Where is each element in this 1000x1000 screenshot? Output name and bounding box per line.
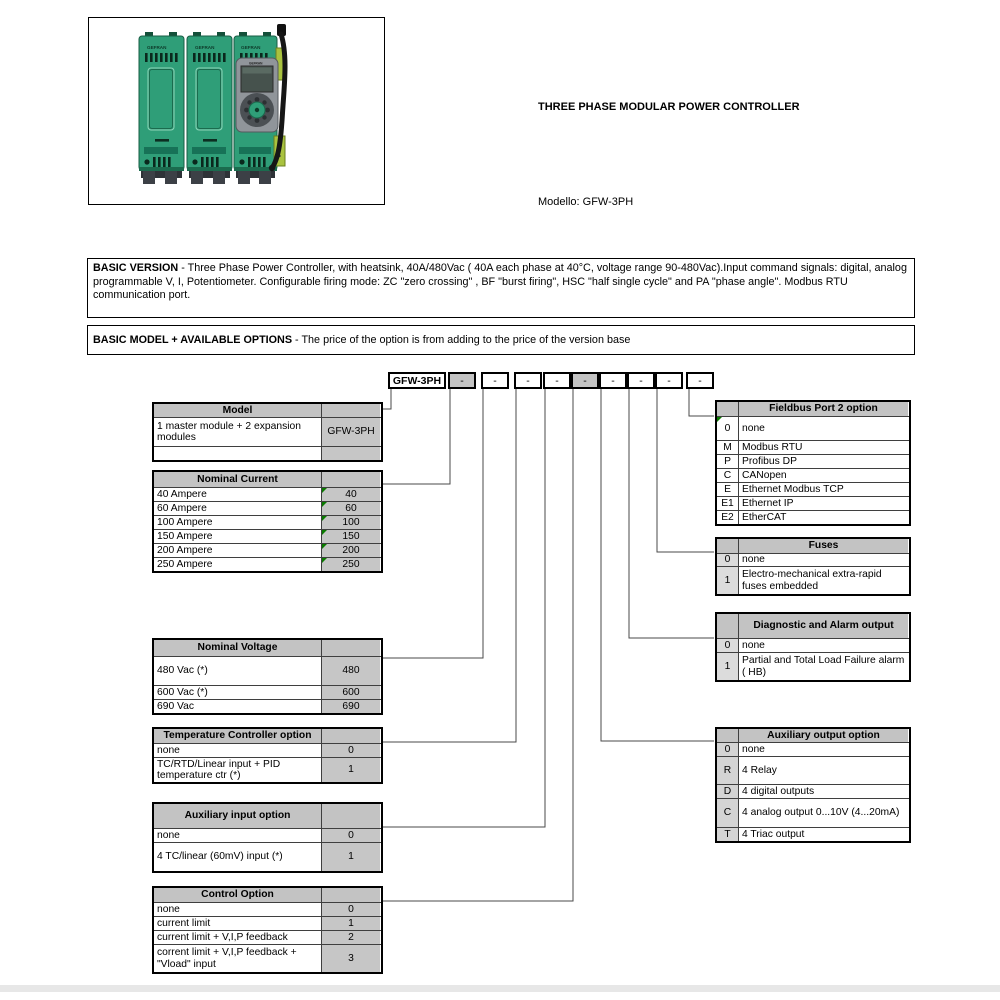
- option-code-cell: [717, 828, 739, 841]
- option-label-cell-text: 1 master module + 2 expansion modules: [157, 420, 301, 443]
- option-value-cell-text: 1: [348, 851, 354, 863]
- table-header-blank: [717, 614, 739, 638]
- option-label-cell-text: TC/RTD/Linear input + PID temperature ctr (*): [157, 758, 281, 781]
- order-code-dash-box-6: -: [599, 372, 627, 389]
- option-value-cell-text: 690: [342, 700, 360, 712]
- table-title-text: Model: [222, 404, 253, 416]
- brand-label: GEFRAN: [147, 45, 167, 50]
- option-label-cell-text: current limit + V,I,P feedback: [157, 931, 288, 943]
- option-label-cell: [154, 829, 322, 842]
- option-code-cell-text: T: [724, 828, 731, 840]
- option-label-cell: [739, 639, 908, 652]
- table-title: [154, 804, 322, 828]
- table-row: [154, 743, 381, 757]
- table-title-text: Nominal Voltage: [197, 642, 278, 654]
- option-code-cell: [717, 497, 739, 510]
- table-row: [717, 798, 909, 827]
- basic-version-paragraph: [87, 258, 915, 318]
- table-nominal-voltage: [152, 638, 383, 715]
- order-code-dash-box-8: -: [655, 372, 683, 389]
- table-header-row: [154, 888, 381, 902]
- option-label-cell-text: none: [157, 744, 180, 756]
- option-code-cell-text: 0: [724, 422, 731, 434]
- basic-model-text: - The price of the option is from adding to the price of the version base: [292, 334, 631, 346]
- table-row: [717, 742, 909, 756]
- option-value-cell: [322, 447, 380, 460]
- option-value-cell: [322, 558, 380, 571]
- option-value-cell: [322, 945, 380, 972]
- option-label-cell-text: EtherCAT: [742, 511, 787, 523]
- option-label-cell: [739, 483, 908, 496]
- option-label-cell: [739, 799, 908, 827]
- option-label-cell-text: 60 Ampere: [157, 502, 207, 514]
- option-code-cell: [717, 653, 739, 680]
- option-label-cell-text: Modbus RTU: [742, 441, 803, 453]
- option-value-cell-text: 1: [348, 764, 354, 776]
- table-nominal-current: [152, 470, 383, 573]
- option-label-cell: [739, 469, 908, 482]
- option-label-cell-text: corrent limit + V,I,P feedback + "Vload" input: [157, 947, 297, 970]
- table-row: [154, 930, 381, 944]
- table-title-text: Temperature Controller option: [163, 730, 312, 742]
- table-header-blank: [717, 402, 739, 416]
- table-row: [154, 501, 381, 515]
- table-row: [717, 496, 909, 510]
- option-label-cell-text: none: [157, 903, 180, 915]
- option-code-cell: [717, 469, 739, 482]
- table-row: [154, 757, 381, 782]
- option-value-cell: [322, 544, 380, 557]
- option-code-cell: [717, 455, 739, 468]
- option-code-cell-text: R: [723, 764, 732, 776]
- table-row: [154, 828, 381, 842]
- table-row: [717, 416, 909, 440]
- table-header-blank: [322, 640, 380, 656]
- option-value-cell: [322, 516, 380, 529]
- option-label-cell-text: Partial and Total Load Failure alarm ( HB): [742, 655, 905, 678]
- option-label-cell-text: Electro-mechanical extra-rapid fuses embedded: [742, 569, 882, 592]
- table-header-row: [154, 404, 381, 417]
- option-label-cell-text: none: [742, 639, 765, 651]
- power-module-2: [187, 32, 232, 184]
- option-code-cell-text: 0: [724, 554, 731, 566]
- table-header-blank: [322, 472, 380, 487]
- table-model: [152, 402, 383, 462]
- table-title-text: Fuses: [808, 540, 839, 552]
- order-code-dash-box-7: -: [627, 372, 655, 389]
- option-label-cell: [739, 743, 908, 756]
- option-label-cell: [739, 511, 908, 524]
- option-value-cell: [322, 686, 380, 699]
- option-value-cell-text: 1: [348, 917, 354, 929]
- table-title-text: Auxiliary input option: [184, 810, 291, 822]
- product-photo-frame: [88, 17, 385, 205]
- basic-version-label: BASIC VERSION: [93, 262, 179, 274]
- option-label-cell-text: 4 Relay: [742, 764, 777, 776]
- option-code-cell: [717, 511, 739, 524]
- table-row: [717, 827, 909, 841]
- table-header-blank: [322, 804, 380, 828]
- option-value-cell: [322, 700, 380, 713]
- option-label-cell: [739, 567, 908, 594]
- table-header-blank: [322, 729, 380, 743]
- option-code-cell: [717, 757, 739, 784]
- option-value-cell-text: 200: [342, 544, 360, 556]
- table-header-row: [154, 804, 381, 828]
- option-label-cell: [739, 455, 908, 468]
- option-label-cell: [154, 502, 322, 515]
- table-header-blank: [717, 729, 739, 742]
- option-value-cell-text: 150: [342, 530, 360, 542]
- table-row: [717, 756, 909, 784]
- brand-label: GEFRAN: [241, 45, 261, 50]
- option-label-cell: [154, 558, 322, 571]
- option-code-cell-text: D: [723, 785, 732, 797]
- option-code-cell-text: E: [724, 483, 731, 495]
- table-fieldbus: [715, 400, 911, 526]
- table-header-blank: [322, 888, 380, 902]
- option-label-cell: [739, 554, 908, 566]
- table-title: [739, 539, 908, 553]
- option-code-cell-text: C: [723, 469, 732, 481]
- option-label-cell-text: 600 Vac (*): [157, 686, 208, 698]
- option-value-cell: [322, 488, 380, 501]
- option-label-cell-text: CANopen: [742, 469, 787, 481]
- table-aux-output: [715, 727, 911, 843]
- table-row: [154, 902, 381, 916]
- option-label-cell-text: none: [157, 829, 180, 841]
- option-code-cell: [717, 441, 739, 454]
- option-label-cell: [739, 785, 908, 798]
- option-label-cell-text: current limit: [157, 917, 211, 929]
- page-bottom-band: [0, 985, 1000, 992]
- option-label-cell: [154, 686, 322, 699]
- option-code-cell: [717, 799, 739, 827]
- option-value-cell-text: 2: [348, 931, 354, 943]
- option-label-cell-text: 480 Vac (*): [157, 665, 208, 677]
- table-row: [717, 784, 909, 798]
- table-diagnostic: [715, 612, 911, 682]
- table-title: [154, 640, 322, 656]
- table-title: [739, 729, 908, 742]
- option-label-cell-text: 250 Ampere: [157, 558, 213, 570]
- option-value-cell: [322, 903, 380, 916]
- option-value-cell-text: 250: [342, 558, 360, 570]
- option-code-cell: [717, 483, 739, 496]
- comment-marker: [322, 488, 327, 493]
- option-value-cell: [322, 843, 380, 871]
- option-code-cell: [717, 785, 739, 798]
- comment-marker: [322, 502, 327, 507]
- option-code-cell-text: 0: [724, 639, 731, 651]
- option-label-cell: [154, 758, 322, 782]
- table-row: [717, 652, 909, 680]
- table-row: [154, 685, 381, 699]
- option-value-cell-text: 100: [342, 516, 360, 528]
- option-value-cell-text: 40: [345, 488, 357, 500]
- option-label-cell-text: 40 Ampere: [157, 488, 207, 500]
- option-label-cell-text: Ethernet IP: [742, 497, 794, 509]
- option-code-cell: [717, 743, 739, 756]
- comment-marker: [322, 530, 327, 535]
- option-value-cell: [322, 829, 380, 842]
- page-title: THREE PHASE MODULAR POWER CONTROLLER: [538, 101, 800, 113]
- option-value-cell-text: 0: [348, 829, 354, 841]
- basic-version-text: - Three Phase Power Controller, with heatsink, 40A/480Vac ( 40A each phase at 40°C, voltage range 90-480Vac).Input command signals: digital, analog programmable V, I, Potentiometer. Configurable firing mode: ZC "zero crossing" , BF "burst firing", HSC "half single cycle" and PA "phase angle". Modbus RTU communication port.: [93, 262, 907, 301]
- option-code-cell: [717, 639, 739, 652]
- programmer-panel: [236, 58, 278, 132]
- table-title: [154, 888, 322, 902]
- table-row: [154, 699, 381, 713]
- option-label-cell: [154, 931, 322, 944]
- option-code-cell-text: M: [723, 441, 732, 453]
- order-code-dash-box-9: -: [686, 372, 714, 389]
- option-code-cell-text: E2: [721, 511, 734, 523]
- order-code-model-box: GFW-3PH: [388, 372, 446, 389]
- option-label-cell-text: 200 Ampere: [157, 544, 213, 556]
- option-value-cell-text: 480: [342, 665, 360, 677]
- table-row: [154, 543, 381, 557]
- table-aux-input: [152, 802, 383, 873]
- option-code-cell-text: P: [724, 455, 731, 467]
- table-header-blank: [717, 539, 739, 553]
- table-row: [154, 417, 381, 446]
- option-label-cell: [739, 828, 908, 841]
- table-title: [154, 472, 322, 487]
- order-code-dash-box-3: -: [514, 372, 542, 389]
- option-label-cell: [739, 653, 908, 680]
- table-title-text: Diagnostic and Alarm output: [753, 620, 894, 632]
- power-module-1: [139, 32, 184, 184]
- table-temp-controller: [152, 727, 383, 784]
- basic-model-label: BASIC MODEL + AVAILABLE OPTIONS: [93, 334, 293, 346]
- table-row: [154, 944, 381, 972]
- option-code-cell-text: C: [723, 807, 732, 819]
- table-row: [154, 487, 381, 501]
- option-label-cell: [739, 757, 908, 784]
- option-label-cell: [154, 843, 322, 871]
- option-value-cell-text: 600: [342, 686, 360, 698]
- table-header-row: [717, 402, 909, 416]
- option-value-cell: [322, 418, 380, 446]
- order-code-dash-box-4: -: [543, 372, 571, 389]
- table-header-row: [154, 472, 381, 487]
- table-header-row: [154, 729, 381, 743]
- option-label-cell-text: Profibus DP: [742, 455, 797, 467]
- table-row: [717, 482, 909, 496]
- table-title: [154, 729, 322, 743]
- table-row: [154, 557, 381, 571]
- option-label-cell: [739, 497, 908, 510]
- table-header-blank: [322, 404, 380, 417]
- option-label-cell: [154, 516, 322, 529]
- table-row: [717, 440, 909, 454]
- table-row: [154, 916, 381, 930]
- table-row: [154, 515, 381, 529]
- brand-label: GEFRAN: [195, 45, 215, 50]
- table-header-row: [717, 614, 909, 638]
- power-module-3-with-programmer: [234, 24, 286, 184]
- option-value-cell: [322, 931, 380, 944]
- option-label-cell-text: 4 TC/linear (60mV) input (*): [157, 851, 283, 863]
- option-label-cell: [154, 657, 322, 685]
- table-title-text: Auxiliary output option: [767, 729, 880, 741]
- option-label-cell: [154, 447, 322, 460]
- comment-marker: [717, 417, 722, 422]
- option-label-cell-text: 4 analog output 0...10V (4...20mA): [742, 807, 900, 819]
- option-value-cell: [322, 744, 380, 757]
- option-label-cell: [739, 441, 908, 454]
- option-label-cell-text: 100 Ampere: [157, 516, 213, 528]
- option-value-cell: [322, 657, 380, 685]
- option-label-cell-text: Ethernet Modbus TCP: [742, 483, 844, 495]
- order-code-dash-box-2: -: [481, 372, 509, 389]
- option-code-cell: [717, 417, 739, 440]
- table-fuses: [715, 537, 911, 596]
- table-row: [154, 842, 381, 871]
- table-row: [717, 454, 909, 468]
- option-value-cell: [322, 502, 380, 515]
- option-code-cell-text: 1: [724, 660, 731, 672]
- table-title: [739, 402, 908, 416]
- table-row: [154, 656, 381, 685]
- table-title-text: Nominal Current: [197, 473, 278, 485]
- option-label-cell: [154, 418, 322, 446]
- table-header-row: [717, 729, 909, 742]
- option-label-cell: [154, 530, 322, 543]
- option-code-cell-text: 0: [724, 743, 731, 755]
- option-label-cell: [154, 700, 322, 713]
- option-label-cell-text: none: [742, 422, 765, 434]
- table-row: [717, 553, 909, 566]
- option-label-cell: [154, 903, 322, 916]
- option-label-cell: [154, 544, 322, 557]
- table-control-option: [152, 886, 383, 974]
- option-value-cell: [322, 758, 380, 782]
- option-label-cell-text: 690 Vac: [157, 700, 195, 712]
- option-label-cell: [739, 417, 908, 440]
- option-label-cell-text: none: [742, 554, 765, 566]
- comment-marker: [322, 544, 327, 549]
- option-label-cell: [154, 945, 322, 972]
- table-row: [717, 638, 909, 652]
- option-value-cell: [322, 530, 380, 543]
- comment-marker: [322, 516, 327, 521]
- table-title-text: Fieldbus Port 2 option: [769, 403, 878, 415]
- option-label-cell: [154, 488, 322, 501]
- table-title: [739, 614, 908, 638]
- option-label-cell-text: none: [742, 743, 765, 755]
- option-value-cell-text: 0: [348, 744, 354, 756]
- table-row: [717, 468, 909, 482]
- table-header-row: [154, 640, 381, 656]
- brand-label: GEFRAN: [249, 61, 263, 66]
- basic-model-paragraph: [87, 325, 915, 355]
- option-code-cell: [717, 554, 739, 566]
- comment-marker: [322, 558, 327, 563]
- product-photo: [89, 18, 384, 204]
- option-code-cell: [717, 567, 739, 594]
- order-code-dash-box-1: -: [448, 372, 476, 389]
- option-code-cell-text: E1: [721, 497, 734, 509]
- table-row: [154, 446, 381, 460]
- option-value-cell-text: 60: [345, 502, 357, 514]
- option-label-cell-text: 150 Ampere: [157, 530, 213, 542]
- model-line: Modello: GFW-3PH: [538, 196, 634, 208]
- table-title-text: Control Option: [201, 889, 274, 901]
- table-title: [154, 404, 322, 417]
- option-value-cell: [322, 917, 380, 930]
- table-row: [717, 566, 909, 594]
- table-row: [154, 529, 381, 543]
- option-label-cell: [154, 917, 322, 930]
- option-label-cell-text: 4 Triac output: [742, 828, 805, 840]
- option-label-cell: [154, 744, 322, 757]
- option-value-cell-text: 3: [348, 952, 354, 964]
- option-value-cell-text: GFW-3PH: [327, 426, 375, 438]
- option-code-cell-text: 1: [724, 574, 731, 586]
- table-header-row: [717, 539, 909, 553]
- option-value-cell-text: 0: [348, 903, 354, 915]
- table-row: [717, 510, 909, 524]
- option-label-cell-text: 4 digital outputs: [742, 785, 815, 797]
- order-code-dash-box-5: -: [571, 372, 599, 389]
